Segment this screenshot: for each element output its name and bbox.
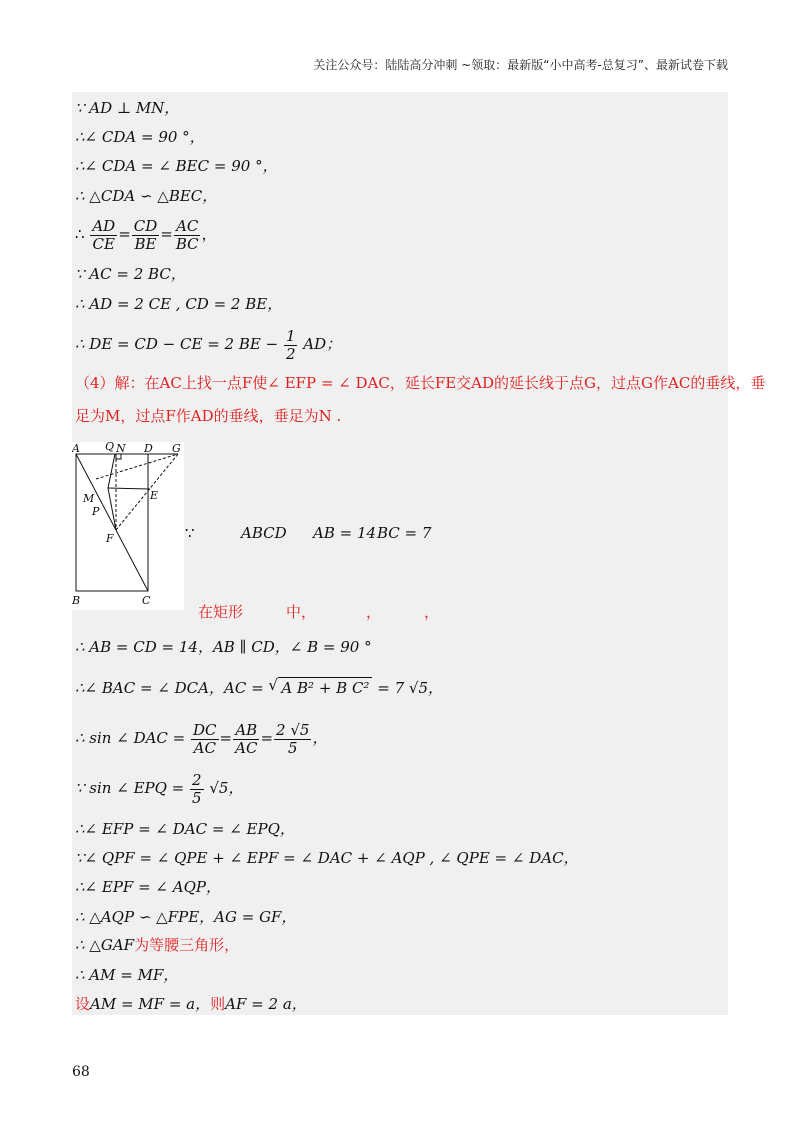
rectangle-diagram-svg — [72, 442, 184, 610]
am-mf-expression: AM = MF = a， — [90, 995, 211, 1013]
numerator: AB — [235, 720, 258, 739]
line-15: ∴ sin ∠ DAC = $\frac{DC}{AC}$ = $\frac{AB}{AC}$ = $\frac{2 √5}{5}$ ， — [75, 720, 328, 757]
label-b: B — [72, 594, 81, 607]
punctuation: ， — [201, 225, 217, 243]
line-18: ∵∠ QPF = ∠ QPE + ∠ EPF = ∠ DAC + ∠ AQP , ∠ QPE = ∠ DAC， — [75, 849, 579, 867]
denominator: BC — [175, 234, 199, 253]
line-11-given — [185, 523, 432, 543]
denominator: AC — [235, 738, 258, 757]
geometry-figure — [72, 442, 184, 610]
line-17: ∴∠ EFP = ∠ DAC = ∠ EPQ， — [75, 820, 295, 838]
line-19: ∴∠ EPF = ∠ AQP， — [75, 878, 221, 896]
rectangle-name: ABCD — [241, 524, 287, 542]
line-20: ∴ △AQP ∽ △FPE，AG = GF， — [75, 908, 297, 926]
fraction-dc-ac — [191, 722, 219, 757]
fraction-ab-ac — [233, 722, 259, 757]
expression-start: ∴ DE = CD − CE = 2 BE − — [75, 335, 279, 353]
segment-pf — [108, 488, 116, 530]
line-3: ∴∠ CDA = ∠ BEC = 90 °， — [75, 157, 278, 175]
fraction-ac-bc — [174, 218, 201, 253]
line-5-proportion: ∴ $\frac{AD}{CE}$ = $\frac{CD}{BE}$ = $\frac{AC}{BC}$ ， — [75, 216, 217, 253]
then-text: 则 — [210, 995, 226, 1013]
label-d: D — [144, 442, 153, 455]
radicand: A B² + B C² — [281, 679, 370, 697]
label-c: C — [142, 594, 151, 607]
numerator: 2 √5 — [276, 720, 310, 739]
line-22: ∴ AM = MF， — [75, 966, 179, 984]
label-p: P — [92, 505, 100, 518]
let-text: 设 — [75, 995, 91, 1013]
square-root — [268, 676, 372, 698]
label-g: G — [172, 442, 181, 455]
fraction-2root5-5 — [274, 722, 311, 757]
fraction-half — [284, 328, 298, 363]
line-16 — [75, 768, 243, 808]
expression-start: ∴∠ BAC = ∠ DCA，AC = — [75, 679, 264, 697]
label-m: M — [83, 492, 95, 505]
line-8 — [75, 326, 341, 363]
fraction-ad-ce — [90, 218, 117, 253]
fraction-2-5 — [190, 772, 204, 807]
isosceles-text: 为等腰三角形， — [134, 936, 240, 954]
denominator: CE — [92, 234, 115, 253]
label-f: F — [106, 532, 114, 545]
line-13: ∴ AB = CD = 14，AB ∥ CD，∠ B = 90 ° — [75, 638, 372, 656]
line-2: ∴∠ CDA = 90 °， — [75, 128, 205, 146]
line-12-given-text — [198, 602, 440, 622]
line-21 — [75, 935, 239, 955]
label-n: N — [116, 442, 126, 455]
denominator: BE — [134, 234, 157, 253]
bc-length: BC = 7 — [377, 524, 432, 542]
page-header: 关注公众号：陆陆高分冲刺 ~领取：最新版“小中高考-总复习”、最新试卷下载 — [313, 58, 728, 72]
given-comma-1: ， — [366, 603, 382, 621]
label-q: Q — [105, 442, 115, 453]
ab-length: AB = 14 — [313, 524, 377, 542]
therefore-symbol: ∴ — [75, 225, 85, 243]
given-text-middle: 中， — [286, 603, 317, 621]
line-1: ∵ AD ⊥ MN， — [75, 99, 180, 117]
segment-qp — [108, 454, 115, 488]
line-7: ∴ AD = 2 CE , CD = 2 BE， — [75, 295, 283, 313]
line-6: ∵ AC = 2 BC， — [75, 265, 186, 283]
given-text-rectangle: 在矩形 — [198, 603, 244, 621]
perpendicular-gm — [96, 454, 178, 479]
because-symbol: ∵ — [185, 524, 195, 542]
punctuation: ， — [312, 729, 328, 747]
line-10: 足为M，过点F作AD的垂线，垂足为N . — [75, 407, 342, 425]
numerator: DC — [193, 720, 217, 739]
numerator: AD — [92, 216, 116, 235]
expression-end: AD； — [303, 335, 342, 353]
denominator: AC — [193, 738, 216, 757]
fraction-cd-be — [132, 218, 160, 253]
numerator: 1 — [285, 326, 296, 345]
denominator: 2 — [285, 344, 296, 363]
numerator: AC — [176, 216, 199, 235]
label-e: E — [150, 489, 159, 502]
segment-fg — [116, 454, 178, 530]
segment-pe — [108, 488, 150, 489]
page-number: 68 — [72, 1064, 90, 1080]
triangle-gaf: ∴ △GAF — [75, 936, 135, 954]
expression-start: ∵ sin ∠ EPQ = — [75, 779, 185, 797]
denominator: 5 — [287, 738, 298, 757]
given-comma-2: ， — [424, 603, 440, 621]
line-4: ∴ △CDA ∽ △BEC， — [75, 187, 218, 205]
solution-content — [72, 92, 766, 1015]
denominator: 5 — [192, 788, 202, 807]
expression-end: √5， — [209, 779, 244, 797]
expression-start: ∴ sin ∠ DAC = — [75, 729, 186, 747]
radical-sign: √ — [268, 676, 278, 694]
numerator: 2 — [192, 770, 202, 789]
expression-end: = 7 √5， — [377, 679, 443, 697]
line-23 — [75, 994, 307, 1014]
label-a: A — [72, 442, 80, 455]
af-expression: AF = 2 a， — [225, 995, 307, 1013]
line-9-part4: （4）解：在AC上找一点F使∠ EFP = ∠ DAC，延长FE交AD的延长线于点G，过点G作AC的垂线，垂 — [75, 374, 766, 392]
numerator: CD — [133, 216, 158, 235]
line-14 — [75, 677, 443, 698]
